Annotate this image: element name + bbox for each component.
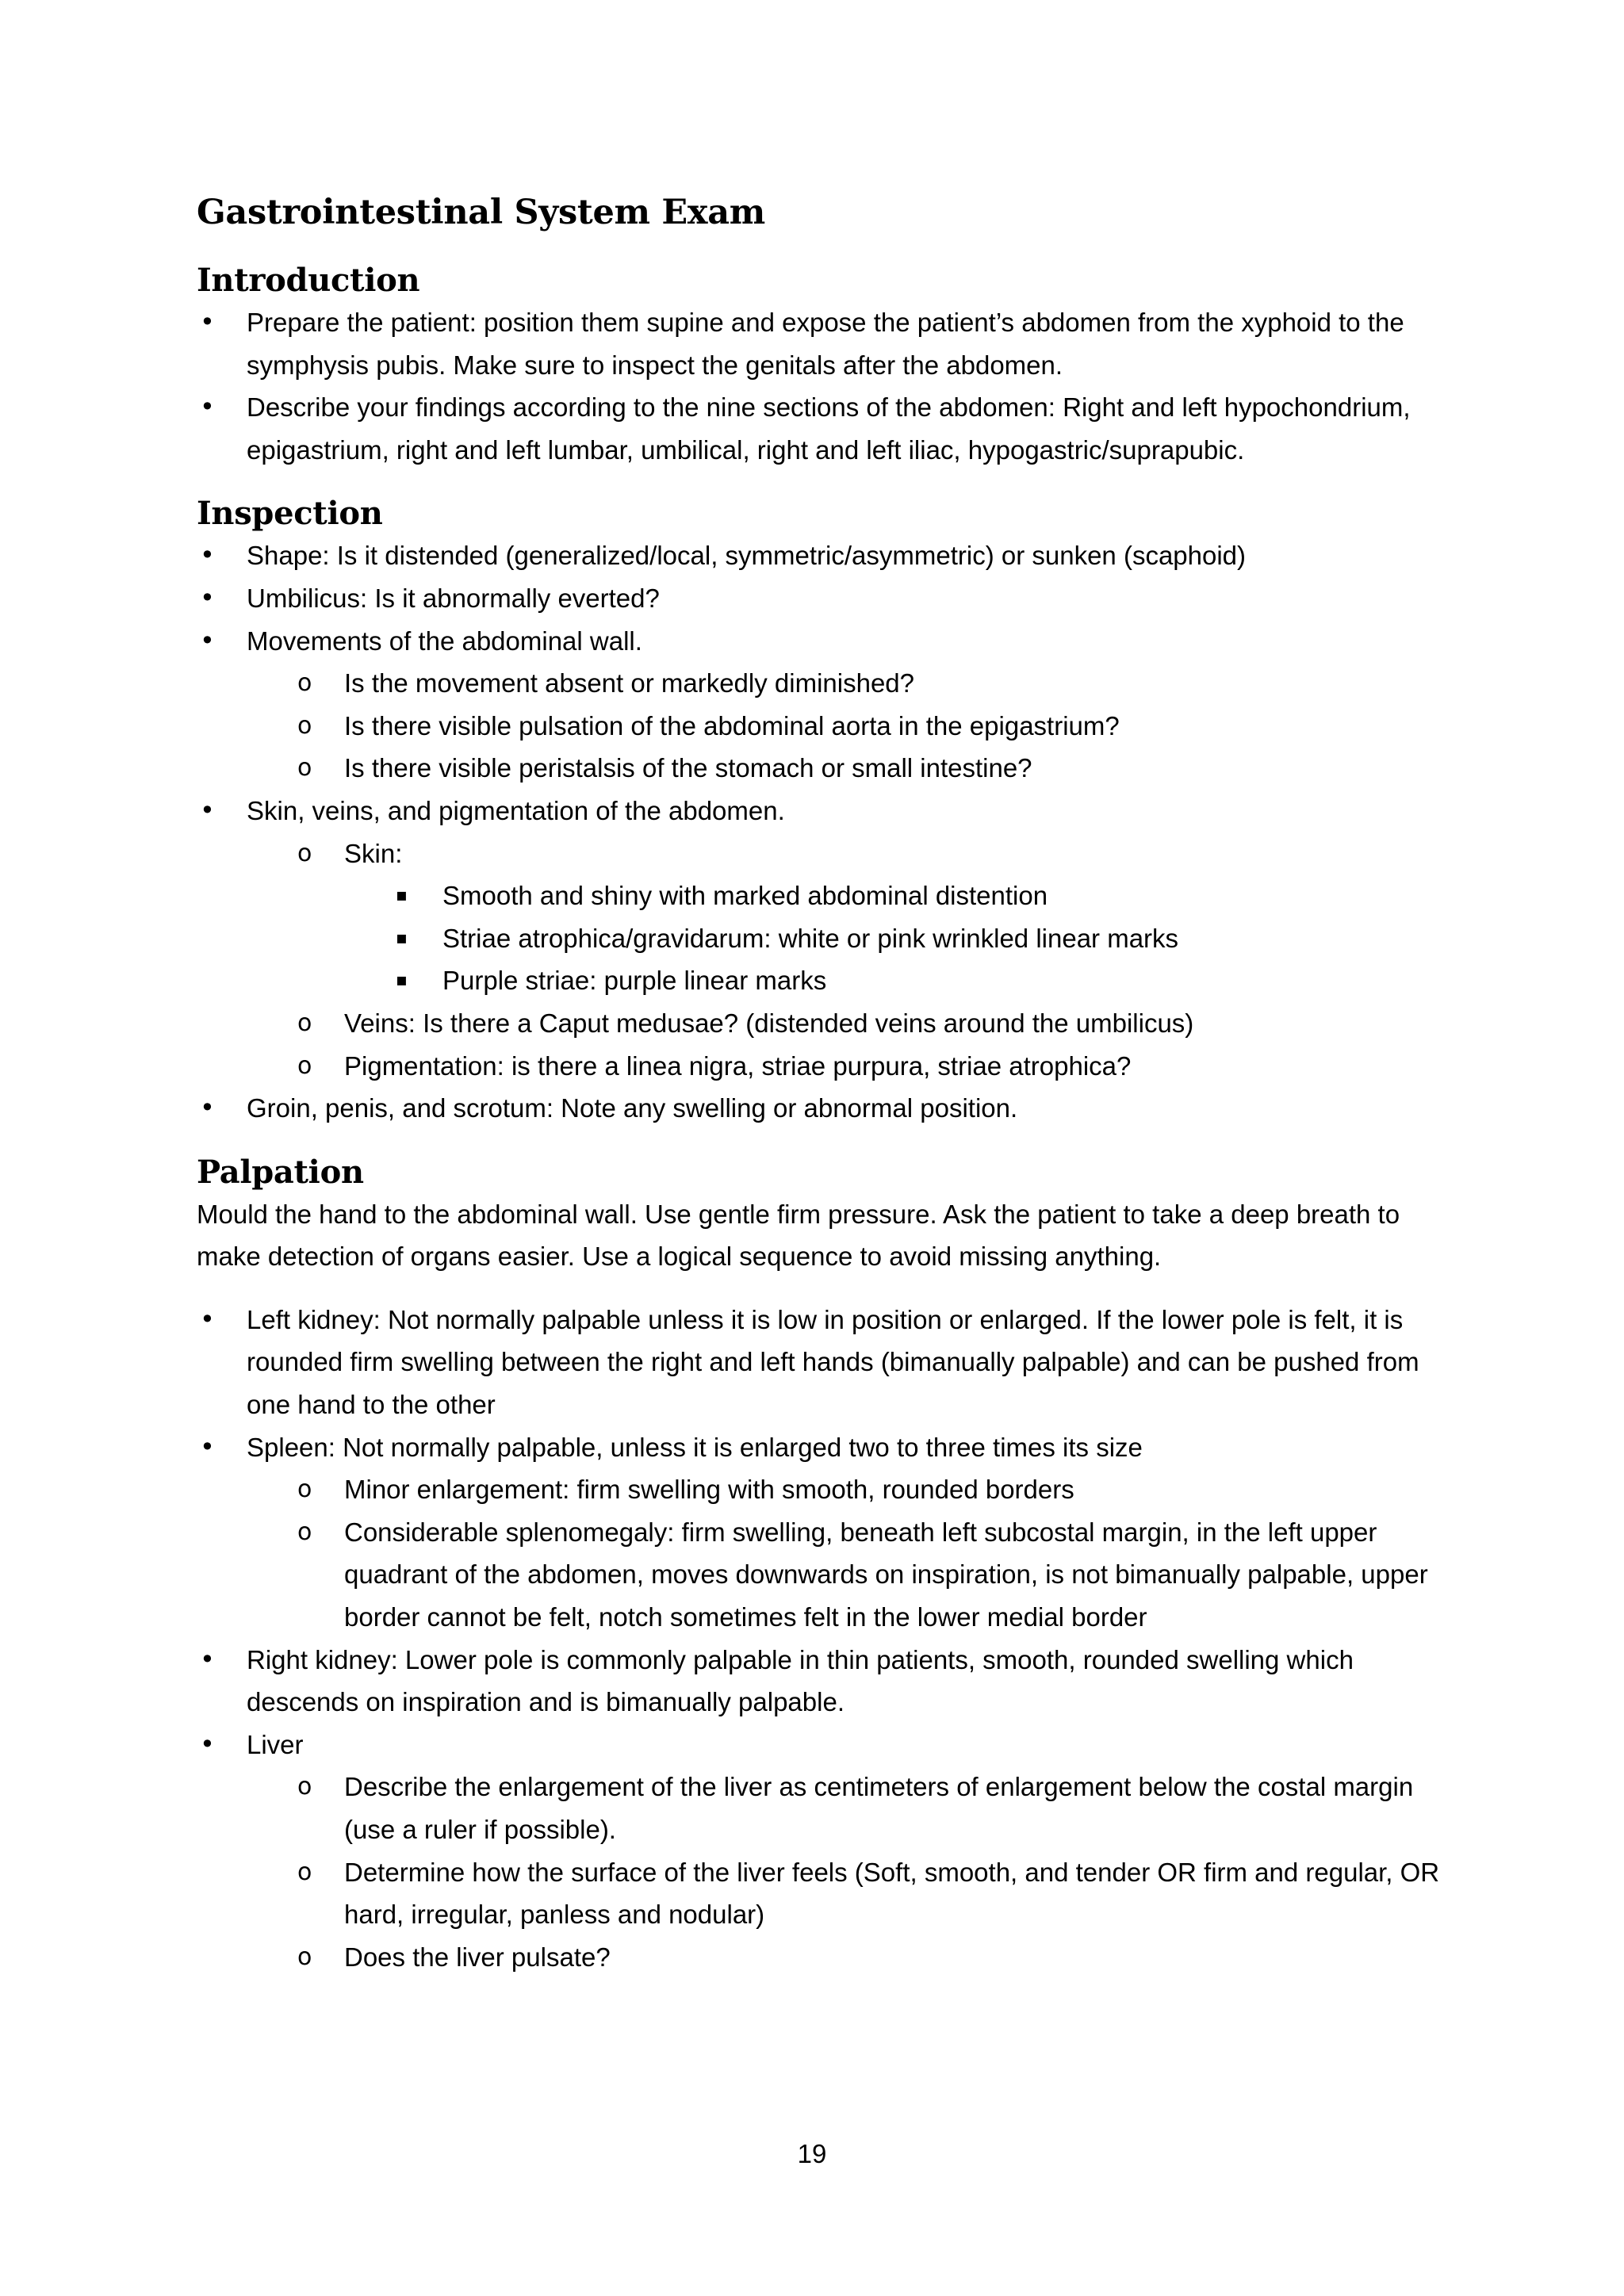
sub-list-item	[197, 1468, 1465, 1511]
bullet-icon: •	[200, 1303, 215, 1334]
palpation-heading: Palpation	[197, 1153, 364, 1191]
list-item-text: Determine how the surface of the liver feels (Soft, smooth, and tender OR firm and regular, OR hard, irregular, panless and nodular)	[344, 1857, 1440, 1930]
list-item-text: Shape: Is it distended (generalized/local, symmetric/asymmetric) or sunken (scaphoid)	[247, 541, 1247, 571]
square-bullet-icon: ▪	[396, 970, 408, 991]
list-item-text: Considerable splenomegaly: firm swelling, beneath left subcostal margin, in the left upper quadrant of the abdomen, moves downwards on inspiration, is not bimanually palpable, upper border cannot be felt, notch sometimes felt in the lower medial border	[344, 1517, 1428, 1632]
list-item-text: Describe the enlargement of the liver as centimeters of enlargement below the costal margin (use a ruler if possible).	[344, 1772, 1414, 1844]
sub-list-item	[197, 1511, 1465, 1639]
bullet-icon: •	[200, 582, 215, 613]
sub-list-item	[197, 832, 1465, 875]
circle-bullet-icon: o	[297, 1858, 312, 1886]
sub-list-item	[197, 705, 1465, 748]
inspection-heading: Inspection	[197, 495, 383, 533]
sub-list-item	[197, 1851, 1465, 1936]
sub-sub-list-item	[197, 959, 1465, 1002]
square-bullet-icon: ▪	[396, 928, 408, 948]
inspection-list	[197, 534, 1465, 1129]
circle-bullet-icon: o	[297, 711, 312, 740]
bullet-icon: •	[200, 540, 215, 571]
sub-list-item	[197, 662, 1465, 705]
list-item-text: Veins: Is there a Caput medusae? (distended veins around the umbilicus)	[344, 1008, 1194, 1038]
sub-sub-list-item	[197, 917, 1465, 960]
sub-list-item	[197, 1766, 1465, 1850]
circle-bullet-icon: o	[297, 839, 312, 867]
bullet-icon: •	[200, 625, 215, 656]
circle-bullet-icon: o	[297, 1942, 312, 1971]
list-item-text: Liver	[247, 1729, 304, 1759]
list-item	[197, 534, 1465, 577]
list-item	[197, 1639, 1465, 1724]
list-item	[197, 577, 1465, 620]
list-item-text: Striae atrophica/gravidarum: white or pink wrinkled linear marks	[442, 923, 1179, 953]
palpation-intro: Mould the hand to the abdominal wall. Use gentle firm pressure. Ask the patient to take a deep breath to make detection of organs easier. Use a logical sequence to avoid missing anything.	[197, 1199, 1400, 1272]
list-item-text: Purple striae: purple linear marks	[442, 966, 827, 996]
list-item	[197, 790, 1465, 832]
bullet-icon: •	[200, 794, 215, 825]
circle-bullet-icon: o	[297, 1051, 312, 1080]
list-item-text: Is the movement absent or markedly diminished?	[344, 668, 915, 698]
circle-bullet-icon: o	[297, 669, 312, 698]
list-item	[197, 301, 1465, 386]
introduction-heading: Introduction	[197, 262, 420, 299]
page-number: 19	[797, 2139, 827, 2168]
bullet-icon: •	[200, 1093, 215, 1123]
sub-list-item	[197, 1045, 1465, 1088]
circle-bullet-icon: o	[297, 1008, 312, 1037]
list-item	[197, 386, 1465, 471]
page-title: Gastrointestinal System Exam	[197, 193, 765, 232]
bullet-icon: •	[200, 307, 215, 337]
circle-bullet-icon: o	[297, 1773, 312, 1801]
list-item-text: Left kidney: Not normally palpable unless it is low in position or enlarged. If the lower pole is felt, it is rounded firm swelling between the right and left hands (bimanually palpable) and can be pushed from one hand to the other	[247, 1304, 1419, 1420]
sub-sub-list-item	[197, 874, 1465, 917]
circle-bullet-icon: o	[297, 1475, 312, 1504]
list-item-text: Describe your findings according to the nine sections of the abdomen: Right and left hypochondrium, epigastrium, right and left lumbar, umbilical, right and left iliac, hypogastric/suprapubic.	[247, 392, 1411, 465]
list-item-text: Groin, penis, and scrotum: Note any swelling or abnormal position.	[247, 1093, 1018, 1123]
circle-bullet-icon: o	[297, 754, 312, 783]
sub-list-item	[197, 747, 1465, 790]
bullet-icon: •	[200, 1431, 215, 1462]
list-item-text: Does the liver pulsate?	[344, 1942, 611, 1972]
bullet-icon: •	[200, 1644, 215, 1674]
list-item-text: Minor enlargement: firm swelling with smooth, rounded borders	[344, 1475, 1074, 1505]
list-item-text: Movements of the abdominal wall.	[247, 626, 642, 656]
list-item	[197, 620, 1465, 663]
palpation-list	[197, 1299, 1465, 1979]
list-item	[197, 1087, 1465, 1130]
list-item-text: Right kidney: Lower pole is commonly palpable in thin patients, smooth, rounded swelling which descends on inspiration and is bimanually palpable.	[247, 1644, 1354, 1717]
list-item-text: Smooth and shiny with marked abdominal distention	[442, 881, 1048, 911]
list-item	[197, 1426, 1465, 1469]
circle-bullet-icon: o	[297, 1517, 312, 1546]
list-item-text: Pigmentation: is there a linea nigra, striae purpura, striae atrophica?	[344, 1050, 1132, 1081]
bullet-icon: •	[200, 392, 215, 423]
introduction-list	[197, 301, 1465, 471]
sub-list-item	[197, 1002, 1465, 1045]
page-content	[197, 190, 1465, 1978]
list-item-text: Prepare the patient: position them supine and expose the patient’s abdomen from the xyphoid to the symphysis pubis. Make sure to inspect the genitals after the abdomen.	[247, 308, 1404, 380]
list-item-text: Is there visible peristalsis of the stomach or small intestine?	[344, 753, 1032, 783]
list-item-text: Umbilicus: Is it abnormally everted?	[247, 583, 660, 613]
list-item	[197, 1299, 1465, 1426]
list-item-text: Spleen: Not normally palpable, unless it is enlarged two to three times its size	[247, 1432, 1143, 1462]
list-item	[197, 1724, 1465, 1766]
list-item-text: Skin:	[344, 838, 403, 868]
square-bullet-icon: ▪	[396, 886, 408, 906]
list-item-text: Skin, veins, and pigmentation of the abdomen.	[247, 795, 785, 825]
bullet-icon: •	[200, 1728, 215, 1759]
list-item-text: Is there visible pulsation of the abdominal aorta in the epigastrium?	[344, 710, 1120, 740]
sub-list-item	[197, 1936, 1465, 1979]
